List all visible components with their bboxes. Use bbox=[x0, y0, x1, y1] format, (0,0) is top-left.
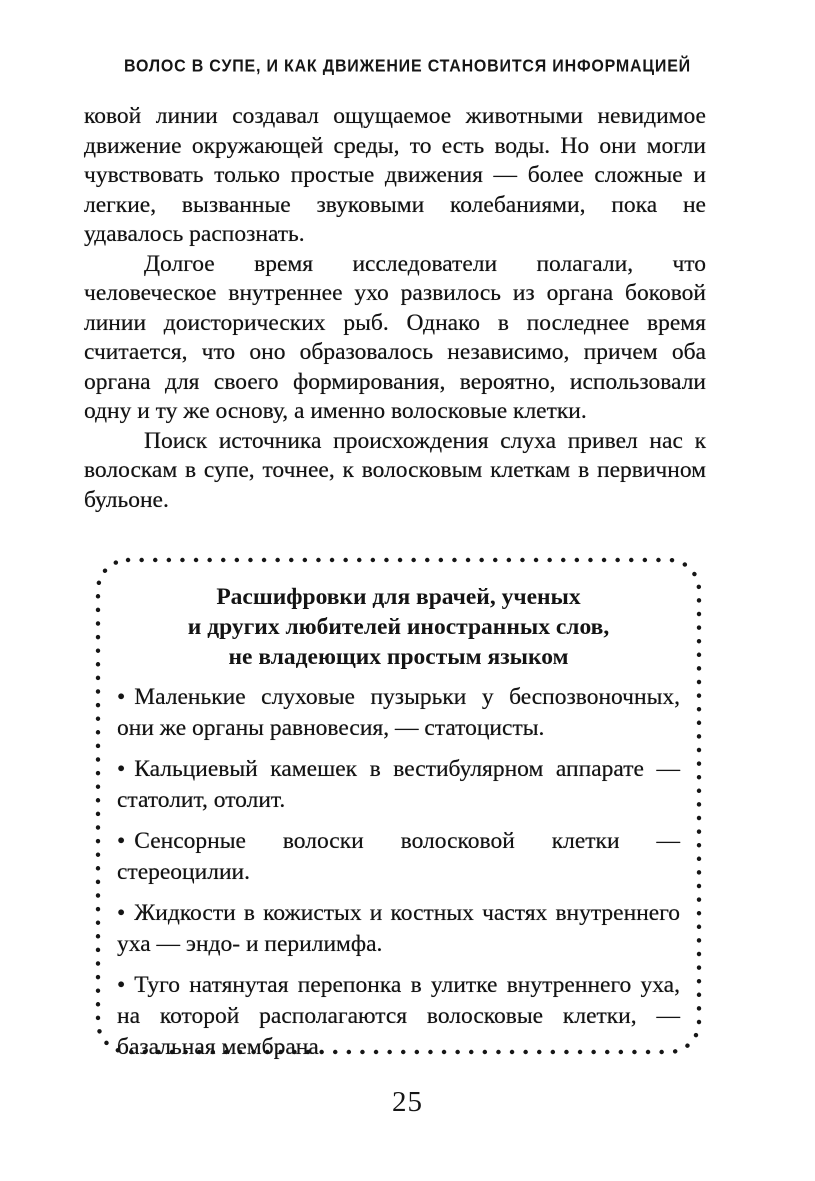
glossary-item-4 bbox=[117, 898, 680, 960]
glossary-item-3 bbox=[117, 826, 680, 888]
glossary-item-text: Сенсорные волоски волосковой клетки — стереоцилии. bbox=[117, 828, 680, 885]
glossary-item-5 bbox=[117, 970, 680, 1063]
glossary-item-text: Маленькие слуховые пузырьки у беспозвоночных, они же органы равновесия, — статоцисты. bbox=[117, 684, 680, 741]
glossary-item-text: Туго натянутая перепонка в улитке внутреннего уха, на которой располагаются волосковые клетки, — базальная мембрана. bbox=[117, 972, 680, 1060]
glossary-item-1 bbox=[117, 682, 680, 744]
bullet-icon: • bbox=[117, 972, 126, 998]
paragraph-1: ковой линии создавал ощущаемое животными невидимое движение окружающей среды, то есть воды. Но они могли чувствовать только простые движения — более сложные и легкие, вызванные звуковыми колебаниями, пока не удавалось распознать. bbox=[84, 103, 706, 247]
paragraph-3: Поиск источника происхождения слуха привел нас к волоскам в супе, точнее, к волосковым клеткам в первичном бульоне. bbox=[84, 427, 706, 513]
bullet-icon: • bbox=[117, 756, 126, 782]
glossary-item-text: Кальциевый камешек в вестибулярном аппарате — статолит, отолит. bbox=[117, 756, 680, 813]
page-number: 25 bbox=[392, 1086, 423, 1118]
bullet-icon: • bbox=[117, 684, 126, 710]
glossary-title bbox=[117, 582, 680, 672]
glossary-title-line-1: Расшифровки для врачей, ученых bbox=[216, 584, 581, 610]
paragraph-2: Долгое время исследователи полагали, что человеческое внутреннее ухо развилось из органа боковой линии доисторических рыб. Однако в последнее время считается, что оно образовалось независимо, причем оба органа для своего формирования, вероятно, использовали одну и ту же основу, а именно волосковые клетки. bbox=[84, 250, 706, 424]
glossary-item-2 bbox=[117, 754, 680, 816]
glossary-item-text: Жидкости в кожистых и костных частях внутреннего уха — эндо- и перилимфа. bbox=[117, 900, 680, 957]
bullet-icon: • bbox=[117, 828, 126, 854]
running-header: ВОЛОС В СУПЕ, И КАК ДВИЖЕНИЕ СТАНОВИТСЯ ИНФОРМАЦИЕЙ bbox=[124, 57, 691, 77]
glossary-box bbox=[95, 557, 702, 1060]
glossary-title-line-2: и других любителей иностранных слов, bbox=[187, 614, 610, 640]
glossary-title-line-3: не владеющих простым языком bbox=[228, 644, 569, 670]
body-text bbox=[84, 102, 706, 515]
bullet-icon: • bbox=[117, 900, 126, 926]
